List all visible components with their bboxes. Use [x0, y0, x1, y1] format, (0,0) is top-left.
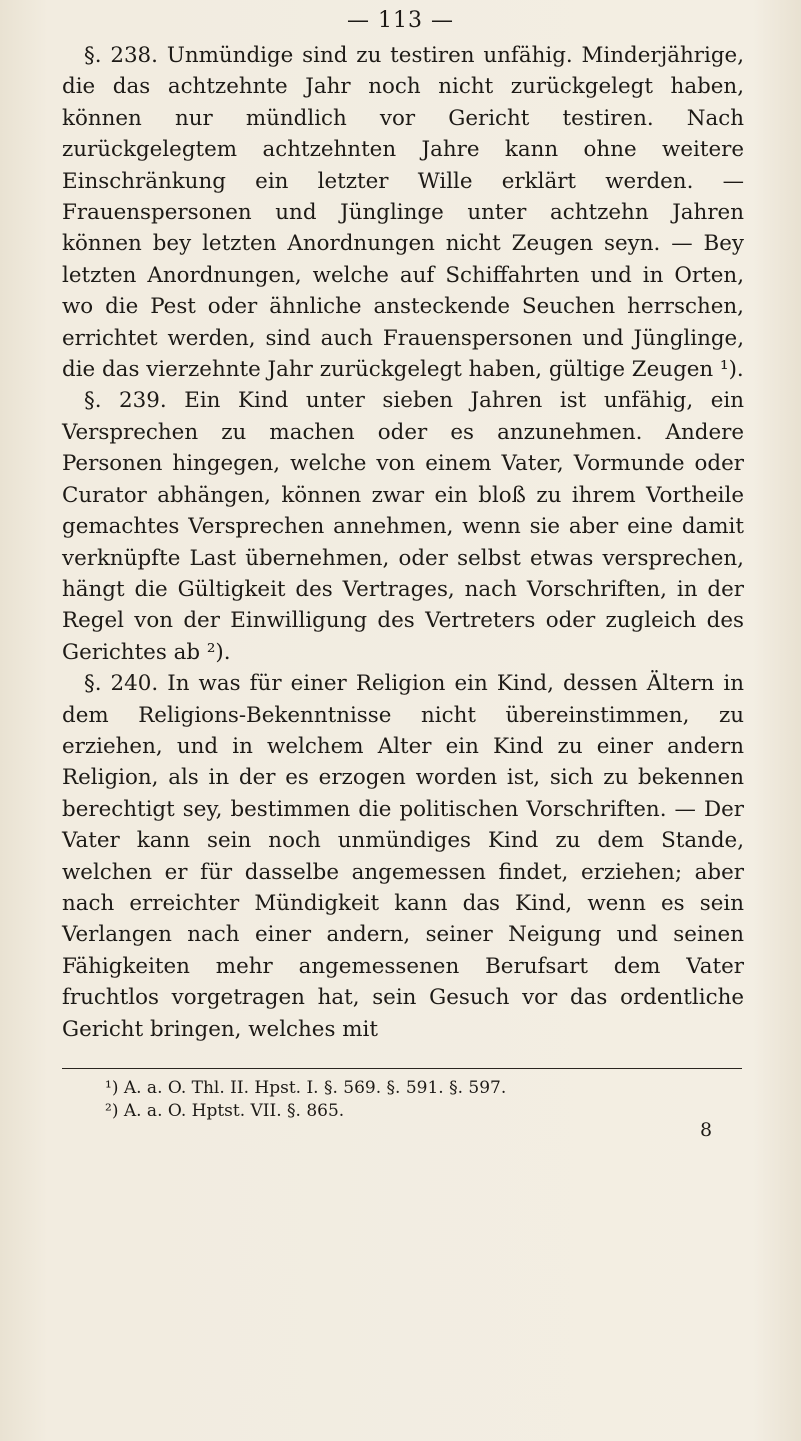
page-number: — 113 — — [347, 8, 454, 33]
section-number: §. 240. — [84, 671, 159, 697]
footnote-2: ²) A. a. O. Hptst. VII. §. 865. — [105, 1101, 345, 1121]
section-number: §. 238. — [84, 43, 158, 68]
paragraph-240 — [62, 668, 744, 1045]
footnote-1: ¹) A. a. O. Thl. II. Hpst. I. §. 569. §. 591. §. 597. — [105, 1078, 507, 1098]
footnotes — [105, 1077, 725, 1123]
section-number: §. 239. — [84, 388, 167, 414]
paragraph-text: In was für einer Religion ein Kind, dessen Ältern in dem Religions-Bekenntnisse nicht übereinstimmen, zu erziehen, und in welchem Alter ein Kind zu einer andern Religion, als in der es erzogen worden ist, sich zu bekennen berechtigt sey, bestimmen die politischen Vorschriften. — Der Vater kann sein noch unmündiges Kind zu dem Stande, welchen er für dasselbe angemessen findet, erziehen; aber nach erreichter Mündigkeit kann das Kind, wenn es sein Verlangen nach einer andern, seiner Neigung und seinen Fähigkeiten mehr angemessenen Berufsart dem Vater fruchtlos vorgetragen hat, sein Gesuch vor das ordentliche Gericht bringen, welches mit — [62, 671, 745, 1042]
footnote-divider — [62, 1068, 742, 1069]
signature-mark: 8 — [700, 1119, 713, 1141]
paragraph-text: Unmündige sind zu testiren unfähig. Minderjährige, die das achtzehnte Jahr noch nicht zurückgelegt haben, können nur mündlich vor Gericht testiren. Nach zurückgelegtem achtzehnten Jahre kann ohne weitere Einschränkung ein letzter Wille erklärt werden. — Frauenspersonen und Jünglinge unter achtzehn Jahren können bey letzten Anordnungen nicht Zeugen seyn. — Bey letzten Anordnungen, welche auf Schiffahrten und in Orten, wo die Pest oder ähnliche ansteckende Seuchen herrschen, errichtet werden, sind auch Frauenspersonen und Jünglinge, die das vierzehnte Jahr zurückgelegt haben, gültige Zeugen ¹). — [62, 43, 745, 383]
paragraph-239 — [62, 385, 744, 668]
paragraph-text: Ein Kind unter sieben Jahren ist unfähig, ein Versprechen zu machen oder es anzunehmen. Andere Personen hingegen, welche von einem Vater, Vormunde oder Curator abhängen, können zwar ein bloß zu ihrem Vortheile gemachtes Versprechen annehmen, wenn sie aber eine damit verknüpfte Last übernehmen, oder selbst etwas versprechen, hängt die Gültigkeit des Vertrages, nach Vorschriften, in der Regel von der Einwilligung des Vertreters oder zugleich des Gerichtes ab ²). — [62, 388, 744, 665]
paragraph-238 — [62, 40, 744, 385]
main-text — [62, 40, 744, 1045]
